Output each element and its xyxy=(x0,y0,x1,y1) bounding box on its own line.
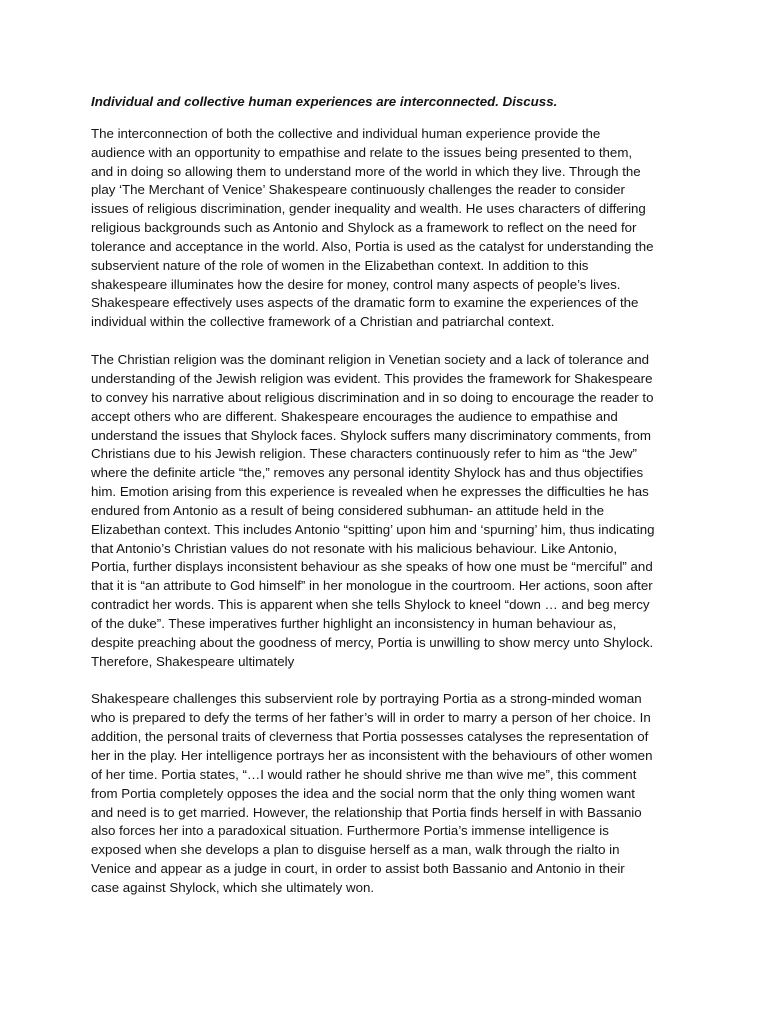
text-line: addition, the personal traits of cleverness that Portia possesses catalyses the representation of xyxy=(91,729,649,745)
text-line: Shakespeare challenges this subservient role by portraying Portia as a strong-minded woman xyxy=(91,691,642,707)
text-line: contradict her words. This is apparent when she tells Shylock to kneel “down … and beg mercy xyxy=(91,597,650,613)
text-line: him. Emotion arising from this experience is revealed when he expresses the difficulties he has xyxy=(91,484,649,500)
text-line: tolerance and acceptance in the world. Also, Portia is used as the catalyst for understanding the xyxy=(91,238,654,254)
text-line: Therefore, Shakespeare ultimately xyxy=(91,653,295,669)
text-line: audience with an opportunity to empathise and relate to the issues being presented to them, xyxy=(91,144,633,160)
text-line: Christians due to his Jewish religion. These characters continuously refer to him as “the Jew” xyxy=(91,446,637,462)
text-line: religious backgrounds such as Antonio and Shylock as a framework to reflect on the need for xyxy=(91,220,637,236)
essay-title: Individual and collective human experiences are interconnected. Discuss. xyxy=(91,94,558,109)
text-line: despite preaching about the goodness of mercy, Portia is unwilling to show mercy unto Shylock. xyxy=(91,634,654,650)
paragraph-1 xyxy=(91,125,687,332)
text-line: where the definite article “the,” removes any personal identity Shylock has and thus objectifies xyxy=(91,465,644,481)
text-line: and need is to get married. However, the relationship that Portia finds herself in with Bassanio xyxy=(91,804,642,820)
text-line: accept others who are different. Shakespeare encourages the audience to empathise and xyxy=(91,408,618,424)
text-line: case against Shylock, which she ultimately won. xyxy=(91,879,375,895)
text-line: The interconnection of both the collective and individual human experience provide the xyxy=(91,125,601,141)
text-line: issues of religious discrimination, gender inequality and wealth. He uses characters of differing xyxy=(91,201,646,217)
text-line: that it is “an attribute to God himself” in her monologue in the courtroom. Her actions, soon after xyxy=(91,578,653,594)
text-line: of the duke”. These imperatives further highlight an inconsistency in human behaviour as, xyxy=(91,615,617,631)
text-line: understand the issues that Shylock faces. Shylock suffers many discriminatory comments, from xyxy=(91,427,651,443)
paragraph-2 xyxy=(91,351,687,671)
essay-body xyxy=(91,125,687,898)
text-line: play ‘The Merchant of Venice’ Shakespeare continuously challenges the reader to consider xyxy=(91,182,625,198)
text-line: that Antonio’s Christian values do not resonate with his malicious behaviour. Like Antonio, xyxy=(91,540,618,556)
text-line: Shakespeare effectively uses aspects of the dramatic form to examine the experiences of the xyxy=(91,295,639,311)
text-line: and in doing so allowing them to understand more of the world in which they live. Through the xyxy=(91,163,641,179)
text-line: who is prepared to defy the terms of her father’s will in order to marry a person of her choice. In xyxy=(91,710,651,726)
text-line: Portia, further displays inconsistent behaviour as she speaks of how one must be “merciful” and xyxy=(91,559,653,575)
document-page xyxy=(91,93,687,917)
text-line: Elizabethan context. This includes Antonio “spitting’ upon him and ‘spurning’ him, thus indicating xyxy=(91,521,655,537)
text-line: also forces her into a paradoxical situation. Furthermore Portia’s immense intelligence is xyxy=(91,823,609,839)
text-line: shakespeare illuminates how the desire for money, control many aspects of people’s lives. xyxy=(91,276,621,292)
text-line: of her time. Portia states, “…I would rather he should shrive me than wive me”, this comment xyxy=(91,766,637,782)
text-line: understanding of the Jewish religion was evident. This provides the framework for Shakespeare xyxy=(91,370,653,386)
text-line: Venice and appear as a judge in court, in order to assist both Bassanio and Antonio in their xyxy=(91,861,625,877)
text-line: exposed when she develops a plan to disguise herself as a man, walk through the rialto in xyxy=(91,842,620,858)
text-line: from Portia completely opposes the idea and the social norm that the only thing women want xyxy=(91,785,635,801)
text-line: her in the play. Her intelligence portrays her as inconsistent with the behaviours of other women xyxy=(91,748,653,763)
text-line: individual within the collective framework of a Christian and patriarchal context. xyxy=(91,314,555,330)
text-line: endured from Antonio as a result of being considered subhuman- an attitude held in the xyxy=(91,502,605,518)
text-line: subservient nature of the role of women in the Elizabethan context. In addition to this xyxy=(91,257,589,273)
text-line: The Christian religion was the dominant religion in Venetian society and a lack of tolerance and xyxy=(91,352,650,368)
text-line: to convey his narrative about religious discrimination and in so doing to encourage the reader to xyxy=(91,389,654,405)
paragraph-3 xyxy=(91,690,687,897)
